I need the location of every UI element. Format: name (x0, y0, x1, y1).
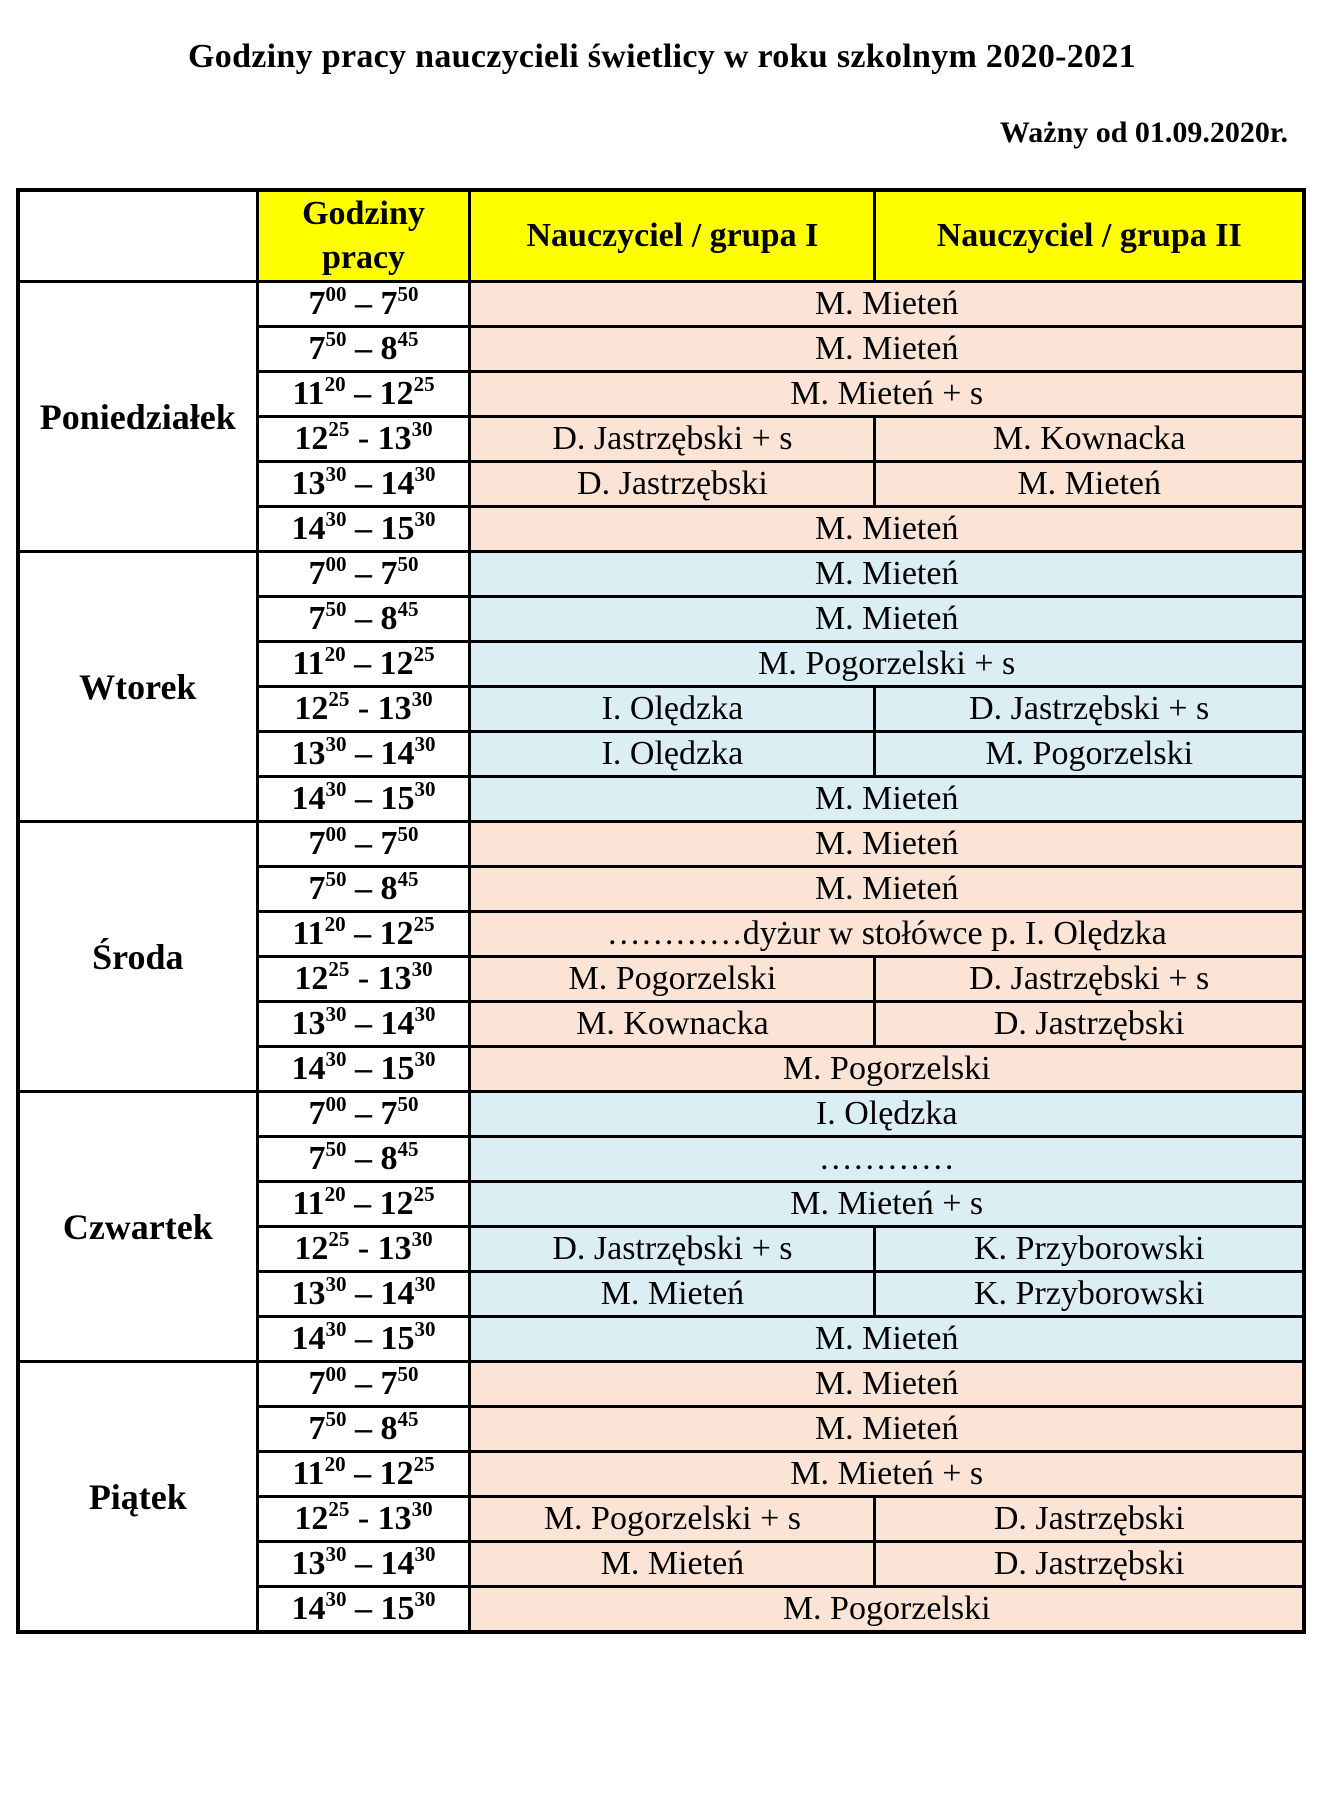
teacher-cell-group-2: K. Przyborowski (875, 1272, 1304, 1317)
time-start-minutes: 30 (325, 1002, 347, 1026)
time-separator: - (349, 690, 378, 727)
time-start-minutes: 30 (325, 507, 347, 531)
time-end-hour: 8 (380, 1140, 398, 1177)
time-end-hour: 8 (380, 870, 398, 907)
time-end-minutes: 45 (397, 1137, 419, 1161)
time-start-minutes: 00 (325, 1092, 347, 1116)
time-start-hour: 7 (308, 825, 326, 862)
table-row (18, 1092, 1304, 1137)
time-start-minutes: 00 (325, 1362, 347, 1386)
time-end-hour: 7 (380, 1095, 398, 1132)
time-start-hour: 7 (308, 555, 326, 592)
time-separator: – (345, 1455, 380, 1492)
teacher-cell-group-2: D. Jastrzębski + s (875, 957, 1304, 1002)
teacher-cell-both-groups: M. Mieteń (470, 552, 1304, 597)
time-start-minutes: 25 (328, 687, 350, 711)
time-start-minutes: 30 (325, 1542, 347, 1566)
teacher-cell-group-1: D. Jastrzębski (470, 462, 875, 507)
time-start-hour: 11 (292, 915, 325, 952)
time-start-minutes: 30 (325, 1317, 347, 1341)
time-end-minutes: 30 (411, 957, 433, 981)
teacher-cell-both-groups: M. Mieteń + s (470, 1182, 1304, 1227)
time-end-minutes: 25 (413, 642, 435, 666)
teacher-cell-both-groups: M. Pogorzelski (470, 1047, 1304, 1092)
time-separator: – (346, 735, 381, 772)
time-end-hour: 7 (380, 285, 398, 322)
time-slot (257, 1047, 470, 1092)
time-end-minutes: 45 (397, 597, 419, 621)
day-label: Czwartek (18, 1092, 257, 1362)
time-start-minutes: 25 (328, 957, 350, 981)
time-end-minutes: 50 (397, 822, 419, 846)
time-start-minutes: 00 (325, 282, 347, 306)
teacher-cell-both-groups: M. Mieteń (470, 1407, 1304, 1452)
time-slot (257, 507, 470, 552)
time-separator: – (346, 870, 381, 907)
time-end-hour: 12 (379, 915, 414, 952)
time-start-hour: 12 (294, 1500, 329, 1537)
time-end-hour: 7 (380, 555, 398, 592)
time-end-minutes: 50 (397, 552, 419, 576)
time-start-minutes: 25 (328, 1227, 350, 1251)
time-start-minutes: 20 (324, 642, 346, 666)
header-corner (18, 190, 257, 282)
time-start-minutes: 50 (325, 597, 347, 621)
time-start-minutes: 00 (325, 822, 347, 846)
teacher-cell-group-1: M. Mieteń (470, 1272, 875, 1317)
time-start-hour: 11 (292, 1455, 325, 1492)
time-slot (257, 687, 470, 732)
time-end-minutes: 25 (413, 1452, 435, 1476)
time-start-minutes: 50 (325, 1137, 347, 1161)
time-start-hour: 7 (308, 1410, 326, 1447)
time-end-hour: 12 (379, 375, 414, 412)
teacher-cell-group-2: D. Jastrzębski (875, 1497, 1304, 1542)
time-separator: – (346, 330, 381, 367)
time-start-minutes: 30 (325, 462, 347, 486)
time-slot (257, 1272, 470, 1317)
time-end-hour: 13 (377, 960, 412, 997)
time-start-minutes: 50 (325, 327, 347, 351)
time-start-hour: 11 (292, 1185, 325, 1222)
time-end-minutes: 30 (411, 1497, 433, 1521)
teacher-cell-both-groups: M. Mieteń (470, 1317, 1304, 1362)
time-end-minutes: 25 (413, 912, 435, 936)
time-separator: - (349, 420, 378, 457)
time-start-minutes: 20 (324, 1182, 346, 1206)
day-label: Piątek (18, 1362, 257, 1633)
time-slot (257, 1407, 470, 1452)
time-start-hour: 14 (291, 1050, 326, 1087)
time-end-hour: 13 (377, 1230, 412, 1267)
time-start-hour: 13 (291, 735, 326, 772)
time-slot (257, 867, 470, 912)
time-start-minutes: 20 (324, 912, 346, 936)
time-separator: – (345, 1185, 380, 1222)
time-end-hour: 15 (380, 1590, 415, 1627)
time-end-minutes: 30 (411, 417, 433, 441)
time-end-minutes: 30 (411, 1227, 433, 1251)
teacher-cell-group-1: M. Pogorzelski (470, 957, 875, 1002)
teacher-cell-both-groups: M. Mieteń (470, 777, 1304, 822)
time-end-hour: 8 (380, 600, 398, 637)
time-separator: – (346, 1590, 381, 1627)
time-end-hour: 8 (380, 330, 398, 367)
time-start-hour: 12 (294, 960, 329, 997)
time-end-hour: 14 (380, 465, 415, 502)
time-start-hour: 7 (308, 1095, 326, 1132)
time-slot (257, 1452, 470, 1497)
time-slot (257, 552, 470, 597)
time-separator: - (349, 1230, 378, 1267)
time-slot (257, 1002, 470, 1047)
time-start-hour: 13 (291, 1005, 326, 1042)
teacher-cell-group-1: I. Olędzka (470, 732, 875, 777)
teacher-cell-both-groups: M. Pogorzelski (470, 1587, 1304, 1633)
header-row (18, 190, 1304, 282)
time-separator: – (346, 510, 381, 547)
time-start-hour: 13 (291, 1545, 326, 1582)
teacher-cell-both-groups: …………dyżur w stołówce p. I. Olędzka (470, 912, 1304, 957)
time-slot (257, 912, 470, 957)
time-end-minutes: 30 (414, 462, 436, 486)
teacher-cell-group-1: I. Olędzka (470, 687, 875, 732)
time-end-minutes: 30 (414, 777, 436, 801)
time-start-hour: 11 (292, 375, 325, 412)
time-start-minutes: 50 (325, 867, 347, 891)
time-end-hour: 15 (380, 510, 415, 547)
day-label: Środa (18, 822, 257, 1092)
time-end-minutes: 30 (414, 1587, 436, 1611)
time-end-hour: 12 (379, 1455, 414, 1492)
time-start-hour: 7 (308, 330, 326, 367)
time-slot (257, 732, 470, 777)
time-separator: – (346, 1365, 381, 1402)
teacher-cell-both-groups: M. Mieteń (470, 1362, 1304, 1407)
time-end-minutes: 50 (397, 282, 419, 306)
time-start-hour: 7 (308, 1365, 326, 1402)
teacher-cell-both-groups: M. Mieteń (470, 282, 1304, 327)
time-slot (257, 372, 470, 417)
teacher-cell-group-1: D. Jastrzębski + s (470, 1227, 875, 1272)
time-start-hour: 14 (291, 1320, 326, 1357)
time-start-minutes: 20 (324, 372, 346, 396)
time-end-minutes: 30 (411, 687, 433, 711)
time-start-hour: 12 (294, 690, 329, 727)
time-end-hour: 12 (379, 645, 414, 682)
time-end-hour: 7 (380, 825, 398, 862)
time-end-hour: 15 (380, 1050, 415, 1087)
time-start-minutes: 30 (325, 777, 347, 801)
time-end-minutes: 30 (414, 1272, 436, 1296)
time-end-minutes: 25 (413, 1182, 435, 1206)
time-slot (257, 1137, 470, 1182)
teacher-cell-both-groups: M. Pogorzelski + s (470, 642, 1304, 687)
time-separator: – (346, 555, 381, 592)
time-slot (257, 282, 470, 327)
time-end-hour: 14 (380, 735, 415, 772)
time-start-hour: 7 (308, 870, 326, 907)
time-slot (257, 822, 470, 867)
time-start-minutes: 25 (328, 1497, 350, 1521)
time-slot (257, 777, 470, 822)
teacher-cell-group-2: D. Jastrzębski + s (875, 687, 1304, 732)
time-start-hour: 14 (291, 780, 326, 817)
time-end-hour: 12 (379, 1185, 414, 1222)
time-separator: – (346, 285, 381, 322)
time-end-minutes: 30 (414, 1047, 436, 1071)
time-slot (257, 327, 470, 372)
schedule-body (18, 282, 1304, 1633)
time-separator: – (346, 1050, 381, 1087)
day-label: Poniedziałek (18, 282, 257, 552)
time-end-minutes: 30 (414, 507, 436, 531)
teacher-cell-both-groups: M. Mieteń + s (470, 372, 1304, 417)
teacher-cell-group-1: D. Jastrzębski + s (470, 417, 875, 462)
teacher-cell-both-groups: M. Mieteń (470, 597, 1304, 642)
time-separator: - (349, 960, 378, 997)
time-start-minutes: 30 (325, 1587, 347, 1611)
time-start-minutes: 30 (325, 732, 347, 756)
header-group-1: Nauczyciel / grupa I (470, 190, 875, 282)
time-end-hour: 14 (380, 1275, 415, 1312)
time-separator: – (346, 1410, 381, 1447)
time-end-minutes: 30 (414, 1002, 436, 1026)
time-start-hour: 13 (291, 1275, 326, 1312)
valid-from-note: Ważny od 01.09.2020r. (999, 116, 1288, 149)
time-separator: – (345, 915, 380, 952)
time-end-minutes: 30 (414, 1317, 436, 1341)
time-end-minutes: 50 (397, 1362, 419, 1386)
time-slot (257, 1092, 470, 1137)
time-separator: – (346, 825, 381, 862)
time-end-minutes: 45 (397, 1407, 419, 1431)
time-start-hour: 13 (291, 465, 326, 502)
time-separator: – (346, 1545, 381, 1582)
time-end-minutes: 30 (414, 732, 436, 756)
time-slot (257, 1497, 470, 1542)
time-end-hour: 13 (377, 420, 412, 457)
time-slot (257, 462, 470, 507)
time-end-hour: 15 (380, 780, 415, 817)
table-row (18, 1362, 1304, 1407)
time-end-hour: 13 (377, 1500, 412, 1537)
time-separator: – (346, 1095, 381, 1132)
day-label: Wtorek (18, 552, 257, 822)
time-separator: – (346, 1275, 381, 1312)
schedule-table (16, 188, 1306, 1634)
time-start-minutes: 50 (325, 1407, 347, 1431)
time-separator: – (346, 1320, 381, 1357)
time-slot (257, 642, 470, 687)
table-row (18, 822, 1304, 867)
teacher-cell-group-2: M. Kownacka (875, 417, 1304, 462)
time-slot (257, 597, 470, 642)
time-start-minutes: 00 (325, 552, 347, 576)
time-end-hour: 8 (380, 1410, 398, 1447)
time-slot (257, 1542, 470, 1587)
teacher-cell-group-1: M. Kownacka (470, 1002, 875, 1047)
time-end-hour: 14 (380, 1005, 415, 1042)
time-start-minutes: 30 (325, 1047, 347, 1071)
teacher-cell-both-groups: M. Mieteń (470, 327, 1304, 372)
table-row (18, 552, 1304, 597)
teacher-cell-group-1: M. Mieteń (470, 1542, 875, 1587)
time-separator: – (346, 465, 381, 502)
time-separator: – (346, 780, 381, 817)
teacher-cell-both-groups: M. Mieteń (470, 822, 1304, 867)
time-end-minutes: 25 (413, 372, 435, 396)
teacher-cell-both-groups: ………… (470, 1137, 1304, 1182)
header-hours: Godziny pracy (257, 190, 470, 282)
teacher-cell-group-2: M. Pogorzelski (875, 732, 1304, 777)
time-end-minutes: 45 (397, 327, 419, 351)
time-start-minutes: 25 (328, 417, 350, 441)
time-slot (257, 1317, 470, 1362)
header-group-2: Nauczyciel / grupa II (875, 190, 1304, 282)
teacher-cell-group-1: M. Pogorzelski + s (470, 1497, 875, 1542)
time-end-hour: 15 (380, 1320, 415, 1357)
time-end-hour: 14 (380, 1545, 415, 1582)
time-separator: – (345, 645, 380, 682)
time-separator: – (346, 1140, 381, 1177)
time-slot (257, 1227, 470, 1272)
teacher-cell-both-groups: M. Mieteń + s (470, 1452, 1304, 1497)
time-start-hour: 12 (294, 1230, 329, 1267)
time-slot (257, 417, 470, 462)
table-row (18, 282, 1304, 327)
time-start-minutes: 20 (324, 1452, 346, 1476)
time-slot (257, 957, 470, 1002)
time-end-minutes: 50 (397, 1092, 419, 1116)
time-slot (257, 1182, 470, 1227)
time-start-hour: 14 (291, 1590, 326, 1627)
teacher-cell-both-groups: I. Olędzka (470, 1092, 1304, 1137)
time-start-hour: 7 (308, 600, 326, 637)
time-start-hour: 12 (294, 420, 329, 457)
time-separator: – (346, 1005, 381, 1042)
time-end-hour: 13 (377, 690, 412, 727)
time-start-hour: 7 (308, 285, 326, 322)
time-start-hour: 14 (291, 510, 326, 547)
teacher-cell-both-groups: M. Mieteń (470, 867, 1304, 912)
time-start-minutes: 30 (325, 1272, 347, 1296)
teacher-cell-group-2: D. Jastrzębski (875, 1002, 1304, 1047)
teacher-cell-group-2: K. Przyborowski (875, 1227, 1304, 1272)
time-separator: - (349, 1500, 378, 1537)
time-slot (257, 1362, 470, 1407)
time-slot (257, 1587, 470, 1633)
time-separator: – (345, 375, 380, 412)
teacher-cell-group-2: M. Mieteń (875, 462, 1304, 507)
time-start-hour: 7 (308, 1140, 326, 1177)
page-title: Godziny pracy nauczycieli świetlicy w roku szkolnym 2020-2021 (188, 38, 1136, 75)
time-separator: – (346, 600, 381, 637)
teacher-cell-group-2: D. Jastrzębski (875, 1542, 1304, 1587)
time-start-hour: 11 (292, 645, 325, 682)
time-end-hour: 7 (380, 1365, 398, 1402)
time-end-minutes: 30 (414, 1542, 436, 1566)
teacher-cell-both-groups: M. Mieteń (470, 507, 1304, 552)
time-end-minutes: 45 (397, 867, 419, 891)
